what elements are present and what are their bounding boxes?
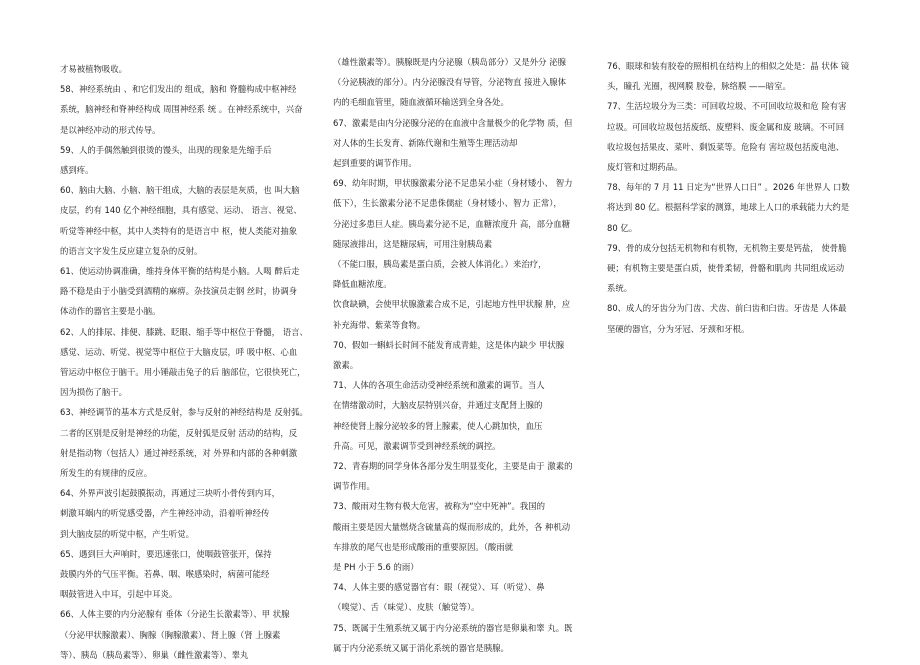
text-line: 63、神经调节的基本方式是反射，参与反射的神经结构是 反射弧。: [60, 407, 308, 418]
text-line: （雄性激素等）。胰腺既是内分泌腺（胰岛部分）又是外分 泌腺: [333, 57, 566, 67]
text-line: 59、人的手偶然触到很烫的馒头，出现的现象是先缩手后: [60, 144, 272, 155]
text-line: 66、人体主要的内分泌腺有 垂体（分泌生长激素等）、甲 状腺: [60, 609, 290, 620]
text-line: 61、使运动协调准确，维持身体平衡的结构是小脑。人喝 醉后走: [60, 266, 300, 277]
text-line: 收垃圾包括果皮、菜叶、剩饭菜等。危险有 害垃圾包括废电池、: [607, 141, 845, 152]
text-line: 80 亿。: [607, 222, 638, 233]
text-line: 将达到 80 亿。根据科学家的测算，地球上人口的承载能力大约是: [607, 202, 850, 213]
text-line: 74、人体主要的感觉器官有：眼（视觉）、耳（听觉）、鼻: [333, 582, 545, 593]
text-line: 75、既属于生殖系统又属于内分泌系统的器官是卵巢和睾 丸。既: [333, 622, 573, 633]
text-line: 皮层，约有 140 亿个神经细胞，具有感觉、运动、 语言、视觉、: [60, 205, 302, 216]
text-line: 等）、胰岛（胰岛素等）、卵巢（雌性激素等）、睾丸: [60, 649, 249, 660]
text-line: 64、外界声波引起鼓膜振动，再通过三块听小骨传到内耳，: [60, 488, 281, 499]
text-line: 77、生活垃圾分为三类：可回收垃圾、不可回收垃圾和危 险有害: [607, 101, 847, 112]
text-line: 调节作用。: [333, 481, 375, 492]
text-line: 管运动中枢位于脑干。用小锤敲击兔子的后 脑部位，它很快死亡，: [60, 367, 306, 378]
text-line: 65、遇到巨大声响时，要迅速张口，使咽鼓管张开，保持: [60, 548, 272, 559]
text-line: 是以神经冲动的形式传导。: [60, 124, 161, 135]
text-line: 属于内分泌系统又属于消化系统的器官是胰腺。: [333, 642, 509, 653]
text-line: 79、骨的成分包括无机物和有机物，无机物主要是钙盐， 使骨脆: [607, 242, 847, 253]
text-line: 感到疼。: [60, 165, 94, 176]
text-line: 降低血糖浓度。: [333, 279, 392, 290]
text-line: 对人体的生长发育、新陈代谢和生殖等生理活动却: [333, 137, 518, 148]
text-line: （不能口服，胰岛素是蛋白质，会被人体消化。）来治疗，: [333, 259, 547, 270]
text-line: 80、成人的牙齿分为门齿、犬齿、前臼齿和臼齿。牙齿是 人体最: [607, 303, 847, 314]
text-line: 69、幼年时期，甲状腺激素分泌不足患呆小症（身材矮小、 智力: [333, 178, 573, 189]
text-line: （分泌胰液的部分）。内分泌腺没有导管，分泌物直 接进入腺体: [333, 77, 566, 88]
text-line: 补充海带、紫菜等食物。: [333, 319, 426, 330]
text-line: 71、人体的各项生命活动受神经系统和激素的调节。当人: [333, 380, 545, 391]
text-line: （嗅觉）、舌（味觉）、皮肤（触觉等）。: [333, 602, 480, 613]
text-line: 咽鼓管进入中耳，引起中耳炎。: [60, 589, 178, 600]
text-line: 67、激素是由内分泌腺分泌的在血液中含量极少的化学物 质，但: [333, 117, 573, 128]
text-line: 酸雨主要是因大量燃烧含硫量高的煤而形成的，此外，各 种机动: [333, 521, 571, 532]
text-line: 76、眼球和装有胶卷的照相机在结构上的相似之处是：晶 状体 镜: [607, 61, 850, 71]
text-line: 是 PH 小于 5.6 的雨）: [333, 562, 419, 573]
text-line: 坚硬的器官，分为牙冠、牙颈和牙根。: [607, 323, 750, 334]
text-line: 在情绪激动时，大脑皮层特别兴奋，并通过支配肾上腺的: [333, 400, 543, 411]
text-line: 起到重要的调节作用。: [333, 158, 417, 169]
text-line: 体动作的器官主要是小脑。: [60, 306, 161, 317]
text-line: 系统，脑神经和脊神经构成 周围神经系 统 。在神经系统中，兴奋: [60, 104, 303, 115]
text-line: 刺激耳蜗内的听觉感受器，产生神经冲动，沿着听神经传: [60, 508, 270, 519]
text-line: （分泌甲状腺激素）、胸腺（胸腺激素）、肾上腺（肾 上腺素: [60, 629, 281, 640]
text-line: 二者的区别是反射是神经的功能，反射弧是反射 活动的结构，反: [60, 427, 298, 438]
text-line: 鼓膜内外的气压平衡。若鼻、咽、喉感染时，病菌可能经: [60, 569, 270, 580]
text-line: 分泌过多患巨人症。胰岛素分泌不足，血糖浓度升 高，部分血糖: [333, 218, 571, 229]
text-line: 硬；有机物主要是蛋白质，使骨柔韧，骨骼和肌肉 共同组成运动: [607, 263, 845, 274]
text-line: 废灯管和过期药品。: [607, 162, 683, 173]
text-line: 饮食缺碘，会使甲状腺激素合成不足，引起地方性甲状腺 肿，应: [333, 299, 571, 310]
text-line: 感觉、运动、听觉、视觉等中枢位于大脑皮层，呼 吸中枢、心血: [60, 346, 298, 357]
text-line: 因为损伤了脑干。: [60, 387, 127, 398]
column-middle: [333, 52, 600, 658]
text-line: 垃圾。可回收垃圾包括废纸、废塑料、废金属和废 玻璃。不可回: [607, 121, 845, 132]
text-line: 78、每年的 7 月 11 日定为“世界人口日” 。2026 年世界人 口数: [607, 182, 850, 193]
text-line: 车排放的尾气也是形成酸雨的重要原因。（酸雨就: [333, 541, 514, 552]
text-line: 62、人的排尿、排便、膝跳、眨眼、缩手等中枢位于脊髓， 语言、: [60, 326, 308, 337]
text-line: 听觉等神经中枢，其中人类特有的是语言中 枢，使人类能对抽象: [60, 225, 298, 236]
text-line: 到大脑皮层的听觉中枢，产生听觉。: [60, 528, 194, 539]
column-left: [60, 59, 320, 665]
text-line: 路不稳是由于小脑受到酒精的麻痹。杂技演员走钢 丝时，协调身: [60, 286, 298, 297]
text-line: 所发生的有规律的反应。: [60, 468, 153, 479]
text-line: 升高。可见，激素调节受到神经系统的调控。: [333, 440, 501, 451]
text-line: 70、假如一蝌蚪长时间不能发育成青蛙，这是体内缺少 甲状腺: [333, 339, 565, 350]
text-line: 60、脑由大脑、小脑、脑干组成，大脑的表层是灰质，也 叫大脑: [60, 185, 300, 196]
text-line: 随尿液排出，这是糖尿病，可用注射胰岛素: [333, 238, 493, 249]
text-line: 58、神经系统由 、和它们发出的 组成，脑和 脊髓构成中枢神经: [60, 84, 297, 95]
text-line: 才易被植物吸收。: [60, 64, 127, 74]
column-right: [607, 56, 869, 339]
text-line: 的语言文字发生反应建立复杂的反射。: [60, 245, 203, 256]
text-line: 低下），生长激素分泌不足患侏儒症（身材矮小、智力 正常），: [333, 198, 562, 209]
text-line: 内的毛细血管里，随血液循环输送到全身各处。: [333, 97, 509, 108]
text-line: 72、青春期的同学身体各部分发生明显变化，主要是由于 激素的: [333, 461, 573, 472]
text-line: 系统。: [607, 283, 633, 294]
text-line: 头，瞳孔 光圈，视网膜 胶卷，脉络膜 ——暗室。: [607, 81, 791, 92]
text-line: 73、酸雨对生物有极大危害，被称为“空中死神”。我国的: [333, 501, 545, 512]
text-line: 射是指动物（包括人）通过神经系统，对 外界和内部的各种刺激: [60, 447, 298, 458]
text-line: 激素。: [333, 360, 359, 371]
text-line: 神经使肾上腺分泌较多的肾上腺素，使人心跳加快，血压: [333, 420, 543, 431]
